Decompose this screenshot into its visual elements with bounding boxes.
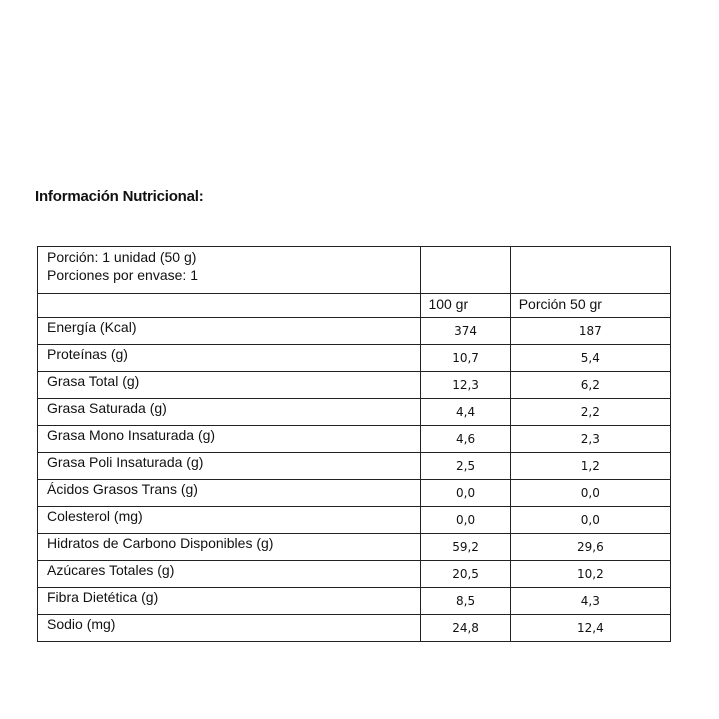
value-per-portion: 4,3 bbox=[510, 588, 670, 615]
table-row bbox=[38, 345, 671, 372]
value-per-100g: 24,8 bbox=[421, 615, 510, 642]
portion-size-text: Porción: 1 unidad (50 g) bbox=[47, 249, 197, 265]
value-per-portion: 1,2 bbox=[510, 453, 670, 480]
column-header-row bbox=[38, 294, 671, 318]
nutrient-name: Colesterol (mg) bbox=[38, 507, 421, 534]
header-per-portion: Porción 50 gr bbox=[510, 294, 670, 318]
table-row bbox=[38, 588, 671, 615]
table-row bbox=[38, 480, 671, 507]
empty-cell bbox=[421, 247, 510, 294]
nutrient-name: Azúcares Totales (g) bbox=[38, 561, 421, 588]
value-per-portion: 2,3 bbox=[510, 426, 670, 453]
value-per-portion: 0,0 bbox=[510, 507, 670, 534]
nutrient-name: Grasa Mono Insaturada (g) bbox=[38, 426, 421, 453]
empty-cell bbox=[510, 247, 670, 294]
nutrition-table bbox=[37, 246, 671, 642]
value-per-100g: 2,5 bbox=[421, 453, 510, 480]
value-per-100g: 0,0 bbox=[421, 480, 510, 507]
nutrient-name: Hidratos de Carbono Disponibles (g) bbox=[38, 534, 421, 561]
value-per-100g: 4,4 bbox=[421, 399, 510, 426]
nutrient-name: Fibra Dietética (g) bbox=[38, 588, 421, 615]
empty-header-cell bbox=[38, 294, 421, 318]
value-per-portion: 0,0 bbox=[510, 480, 670, 507]
header-per-100g: 100 gr bbox=[421, 294, 510, 318]
nutrient-name: Grasa Total (g) bbox=[38, 372, 421, 399]
value-per-100g: 374 bbox=[421, 318, 510, 345]
table-row bbox=[38, 399, 671, 426]
value-per-100g: 20,5 bbox=[421, 561, 510, 588]
table-row bbox=[38, 318, 671, 345]
value-per-portion: 2,2 bbox=[510, 399, 670, 426]
value-per-portion: 187 bbox=[510, 318, 670, 345]
nutrient-name: Grasa Saturada (g) bbox=[38, 399, 421, 426]
table-row bbox=[38, 534, 671, 561]
value-per-100g: 8,5 bbox=[421, 588, 510, 615]
page-title: Información Nutricional: bbox=[35, 188, 204, 205]
value-per-100g: 12,3 bbox=[421, 372, 510, 399]
nutrient-name: Energía (Kcal) bbox=[38, 318, 421, 345]
value-per-portion: 10,2 bbox=[510, 561, 670, 588]
value-per-100g: 4,6 bbox=[421, 426, 510, 453]
value-per-portion: 12,4 bbox=[510, 615, 670, 642]
value-per-portion: 6,2 bbox=[510, 372, 670, 399]
value-per-portion: 5,4 bbox=[510, 345, 670, 372]
value-per-100g: 0,0 bbox=[421, 507, 510, 534]
table-row bbox=[38, 561, 671, 588]
nutrient-name: Ácidos Grasos Trans (g) bbox=[38, 480, 421, 507]
table-row bbox=[38, 615, 671, 642]
table-row bbox=[38, 453, 671, 480]
portion-info-row bbox=[38, 247, 671, 294]
table-row bbox=[38, 426, 671, 453]
value-per-100g: 59,2 bbox=[421, 534, 510, 561]
table-row bbox=[38, 507, 671, 534]
portion-info-cell bbox=[38, 247, 421, 294]
servings-per-container-text: Porciones por envase: 1 bbox=[47, 267, 198, 283]
value-per-portion: 29,6 bbox=[510, 534, 670, 561]
value-per-100g: 10,7 bbox=[421, 345, 510, 372]
nutrient-name: Proteínas (g) bbox=[38, 345, 421, 372]
nutrient-name: Grasa Poli Insaturada (g) bbox=[38, 453, 421, 480]
table-row bbox=[38, 372, 671, 399]
nutrient-name: Sodio (mg) bbox=[38, 615, 421, 642]
